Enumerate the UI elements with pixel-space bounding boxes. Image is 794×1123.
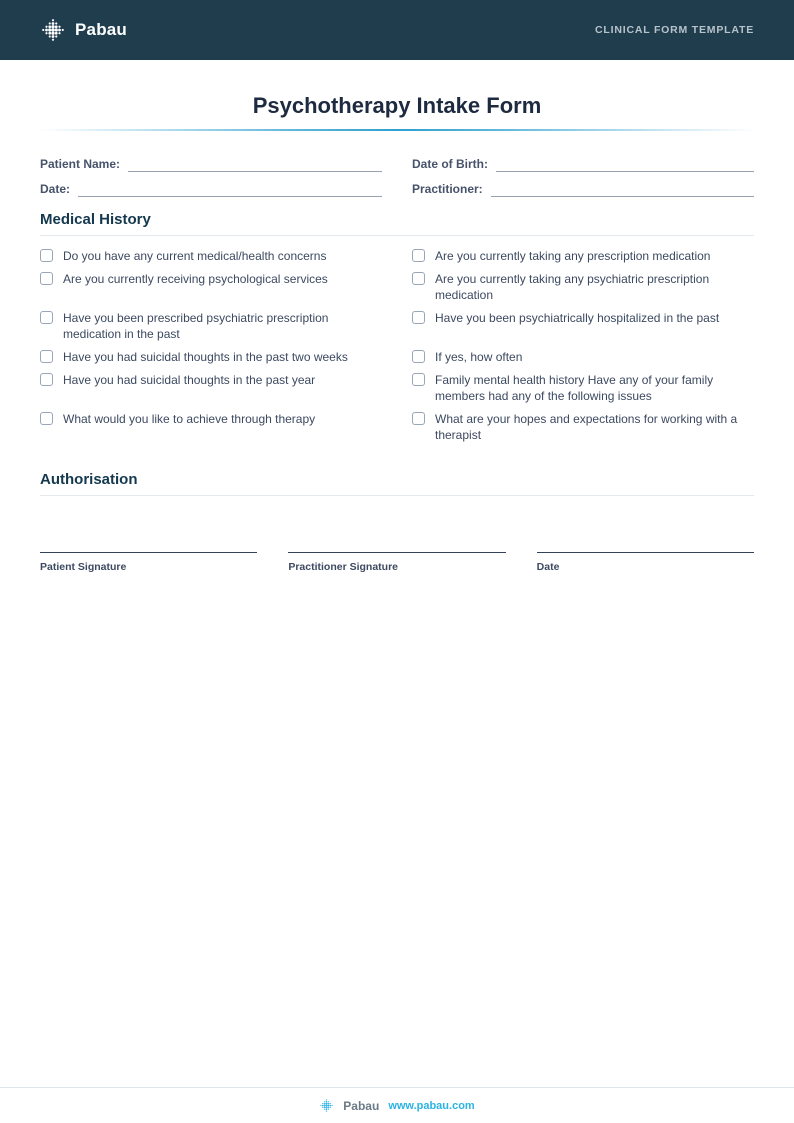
- patient-name-input-line[interactable]: [128, 158, 382, 172]
- title-divider: [40, 129, 754, 131]
- checkbox[interactable]: [40, 350, 53, 363]
- date-signature-label: Date: [536, 561, 560, 573]
- checkbox[interactable]: [412, 249, 425, 262]
- date-signature-block: [537, 552, 754, 573]
- checkbox[interactable]: [40, 373, 53, 386]
- patient-signature-label: Patient Signature: [40, 561, 127, 573]
- checkbox-item: [412, 248, 754, 264]
- checkbox-item: [40, 271, 382, 303]
- patient-name-label: Patient Name:: [40, 157, 121, 171]
- practitioner-signature-line[interactable]: [288, 552, 505, 553]
- patient-signature-block: [40, 552, 257, 573]
- checkbox[interactable]: [40, 412, 53, 425]
- pabau-logo-icon: [40, 17, 66, 43]
- footer-bar: [0, 1087, 794, 1123]
- checkbox-label: Do you have any current medical/health concerns: [63, 249, 327, 263]
- field-practitioner: [412, 179, 754, 197]
- field-patient-name: [40, 154, 382, 172]
- date-of-birth-label: Date of Birth:: [412, 157, 488, 171]
- checkbox-item: [412, 372, 754, 404]
- checkbox-item: [412, 271, 754, 303]
- patient-signature-line[interactable]: [40, 552, 257, 553]
- medical-history-heading: Medical History: [40, 211, 754, 236]
- form-page: [0, 60, 794, 1087]
- field-date-of-birth: [412, 154, 754, 172]
- date-label: Date:: [40, 182, 71, 196]
- checkbox-item: [412, 349, 754, 365]
- checkbox-label: Are you currently taking any psychiatric prescription medication: [435, 272, 710, 302]
- checkbox-label: Have you been prescribed psychiatric prescription medication in the past: [63, 311, 329, 341]
- checkbox-label: Are you currently receiving psychological services: [63, 272, 328, 286]
- medical-history-checklist: [40, 248, 754, 443]
- checkbox-item: [40, 248, 382, 264]
- header-bar: [0, 0, 794, 60]
- checkbox-label: What are your hopes and expectations for working with a therapist: [435, 412, 738, 442]
- checkbox[interactable]: [412, 373, 425, 386]
- date-input-line[interactable]: [78, 183, 382, 197]
- header-tagline: CLINICAL FORM TEMPLATE: [595, 24, 754, 36]
- checkbox[interactable]: [40, 272, 53, 285]
- checkbox-label: What would you like to achieve through therapy: [63, 412, 316, 426]
- checkbox-label: Have you had suicidal thoughts in the past year: [63, 373, 316, 387]
- patient-meta-fields: [40, 154, 754, 197]
- checkbox-item: [40, 372, 382, 404]
- checkbox-label: If yes, how often: [435, 350, 523, 364]
- checkbox[interactable]: [40, 249, 53, 262]
- footer-brand-name: Pabau: [343, 1098, 380, 1113]
- practitioner-input-line[interactable]: [491, 183, 754, 197]
- authorisation-heading: Authorisation: [40, 471, 754, 496]
- checkbox-label: Family mental health history Have any of your family members had any of the following issues: [435, 373, 714, 403]
- pabau-logo-icon: [319, 1098, 334, 1113]
- brand-name: Pabau: [75, 20, 128, 39]
- practitioner-signature-block: [288, 552, 505, 573]
- checkbox[interactable]: [412, 350, 425, 363]
- checkbox[interactable]: [412, 412, 425, 425]
- checkbox[interactable]: [40, 311, 53, 324]
- pabau-brand: [40, 17, 127, 43]
- footer-website-link[interactable]: www.pabau.com: [388, 1099, 475, 1112]
- checkbox-label: Have you been psychiatrically hospitalized in the past: [435, 311, 720, 325]
- date-of-birth-input-line[interactable]: [496, 158, 754, 172]
- page-title: Psychotherapy Intake Form: [252, 93, 542, 118]
- checkbox[interactable]: [412, 272, 425, 285]
- practitioner-label: Practitioner:: [412, 182, 483, 196]
- date-signature-line[interactable]: [537, 552, 754, 553]
- practitioner-signature-label: Practitioner Signature: [288, 561, 399, 573]
- signature-row: [40, 552, 754, 573]
- checkbox-item: [40, 349, 382, 365]
- checkbox[interactable]: [412, 311, 425, 324]
- checkbox-item: [412, 411, 754, 443]
- checkbox-item: [40, 411, 382, 443]
- checkbox-item: [40, 310, 382, 342]
- checkbox-label: Are you currently taking any prescription medication: [435, 249, 711, 263]
- field-date: [40, 179, 382, 197]
- checkbox-label: Have you had suicidal thoughts in the past two weeks: [63, 350, 348, 364]
- checkbox-item: [412, 310, 754, 342]
